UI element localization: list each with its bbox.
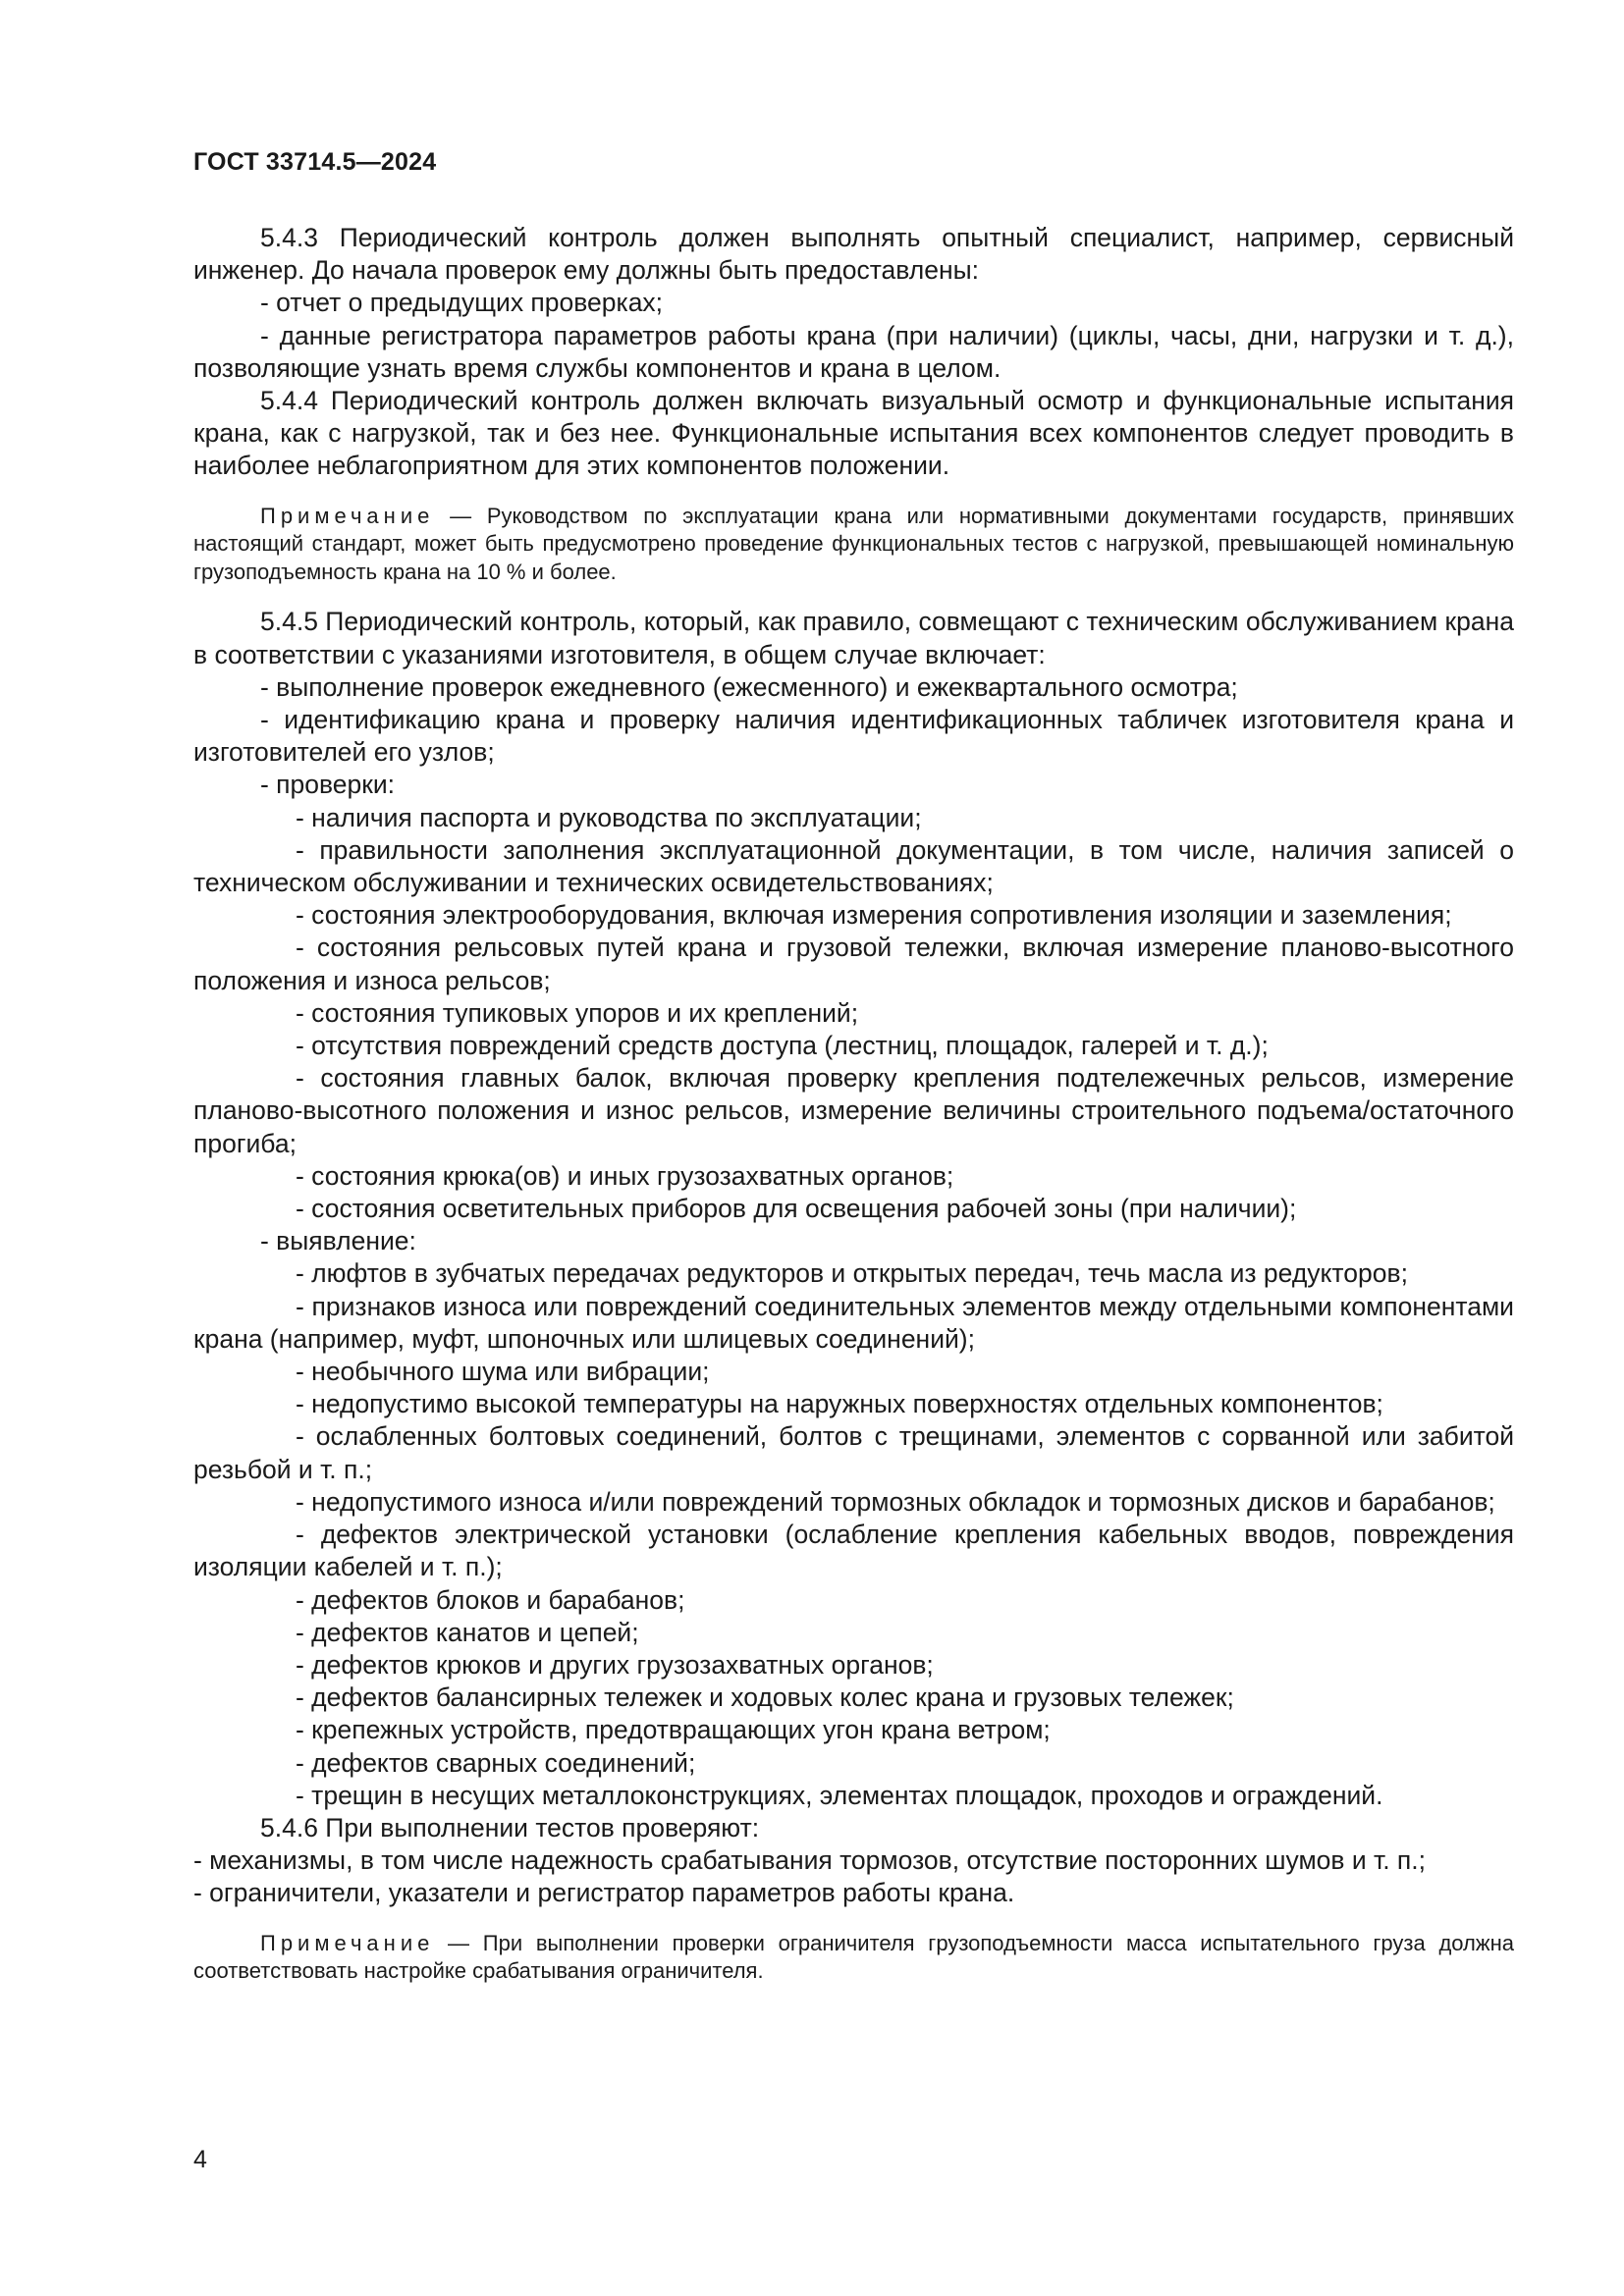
list-heading-detection: - выявление: — [260, 1226, 416, 1256]
list-item: - выполнение проверок ежедневного (ежесменного) и ежеквартального осмотра; — [260, 671, 1238, 702]
page-number: 4 — [193, 2146, 207, 2173]
list-item: - дефектов блоков и барабанов; — [296, 1584, 685, 1615]
list-item: - недопустимого износа и/или повреждений тормозных обкладок и тормозных дисков и барабанов; — [296, 1486, 1495, 1517]
note-text: — При выполнении проверки ограничителя грузоподъемности масса испытательного груза должна соответствовать настройке срабатывания ограничителя. — [193, 1930, 1514, 1984]
list-item: - состояния крюка(ов) и иных грузозахватных органов; — [296, 1160, 954, 1191]
list-item: - состояния электрооборудования, включая измерения сопротивления изоляции и заземления; — [296, 900, 1452, 931]
list-item: - дефектов электрической установки (ослабление крепления кабельных вводов, повреждения изоляции кабелей и т. п.); — [193, 1520, 1514, 1582]
paragraph-5-4-4: 5.4.4 Периодический контроль должен включать визуальный осмотр и функциональные испытания крана, как с нагрузкой, так и без нее. Функциональные испытания всех компонентов следует проводить в наиболее неблагоприятном для этих компонентов положении. — [193, 386, 1514, 481]
list-item: - состояния осветительных приборов для освещения рабочей зоны (при наличии); — [296, 1194, 1297, 1224]
document-body — [193, 222, 1514, 1986]
list-item: - ослабленных болтовых соединений, болтов с трещинами, элементов с сорванной или забитой резьбой и т. п.; — [193, 1421, 1514, 1484]
note-label: Примечание — [260, 1930, 435, 1955]
list-item: - дефектов крюков и других грузозахватных органов; — [296, 1649, 934, 1680]
paragraph-5-4-5: 5.4.5 Периодический контроль, который, как правило, совмещают с техническим обслуживанием крана в соответствии с указаниями изготовителя, в общем случае включает: — [193, 607, 1514, 669]
paragraph-5-4-6: 5.4.6 При выполнении тестов проверяют: — [260, 1812, 760, 1842]
note-label: Примечание — [260, 503, 435, 528]
list-item: - ограничители, указатели и регистратор параметров работы крана. — [193, 1878, 1015, 1908]
list-item: - состояния главных балок, включая проверку крепления подтележечных рельсов, измерение планово-высотного положения и износ рельсов, измерение величины строительного подъема/остаточного прогиба; — [193, 1063, 1514, 1158]
list-item: - необычного шума или вибрации; — [296, 1357, 710, 1387]
list-item: - дефектов балансирных тележек и ходовых колес крана и грузовых тележек; — [296, 1682, 1234, 1713]
list-item: - данные регистратора параметров работы крана (при наличии) (циклы, часы, дни, нагрузки и т. д.), позволяющие узнать время службы компонентов и крана в целом. — [193, 320, 1514, 383]
list-heading-checks: - проверки: — [260, 770, 396, 800]
list-item: - наличия паспорта и руководства по эксплуатации; — [296, 802, 922, 832]
list-item: - люфтов в зубчатых передачах редукторов и открытых передач, течь масла из редукторов; — [296, 1258, 1408, 1289]
note-text: — Руководством по эксплуатации крана или нормативными документами государств, принявших настоящий стандарт, может быть предусмотрено проведение функциональных тестов с нагрузкой, превышающей номинальную грузоподъемность крана на 10 % и более. — [193, 503, 1514, 584]
list-item: - состояния тупиковых упоров и их креплений; — [296, 997, 859, 1028]
list-item: - дефектов сварных соединений; — [296, 1747, 696, 1778]
list-item: - отчет о предыдущих проверках; — [260, 288, 664, 318]
list-item: - механизмы, в том числе надежность срабатывания тормозов, отсутствие посторонних шумов и т. п.; — [193, 1845, 1427, 1876]
list-item: - трещин в несущих металлоконструкциях, элементах площадок, проходов и ограждений. — [296, 1780, 1383, 1810]
paragraph-5-4-3: 5.4.3 Периодический контроль должен выполнять опытный специалист, например, сервисный инженер. До начала проверок ему должны быть предоставлены: — [193, 223, 1514, 286]
note-2 — [193, 1930, 1514, 1986]
document-header: ГОСТ 33714.5—2024 — [193, 148, 437, 176]
list-item: - крепежных устройств, предотвращающих угон крана ветром; — [296, 1715, 1051, 1745]
note-1 — [193, 503, 1514, 587]
list-item: - дефектов канатов и цепей; — [296, 1617, 639, 1647]
list-item: - недопустимо высокой температуры на наружных поверхностях отдельных компонентов; — [296, 1389, 1383, 1419]
list-item: - состояния рельсовых путей крана и грузовой тележки, включая измерение планово-высотного положения и износа рельсов; — [193, 933, 1514, 995]
list-item: - правильности заполнения эксплуатационной документации, в том числе, наличия записей о техническом обслуживании и технических освидетельствованиях; — [193, 834, 1514, 898]
list-item: - идентификацию крана и проверку наличия идентификационных табличек изготовителя крана и изготовителей его узлов; — [193, 705, 1514, 768]
list-item: - признаков износа или повреждений соединительных элементов между отдельными компонентами крана (например, муфт, шпоночных или шлицевых соединений); — [193, 1291, 1514, 1354]
list-item: - отсутствия повреждений средств доступа (лестниц, площадок, галерей и т. д.); — [296, 1031, 1269, 1061]
